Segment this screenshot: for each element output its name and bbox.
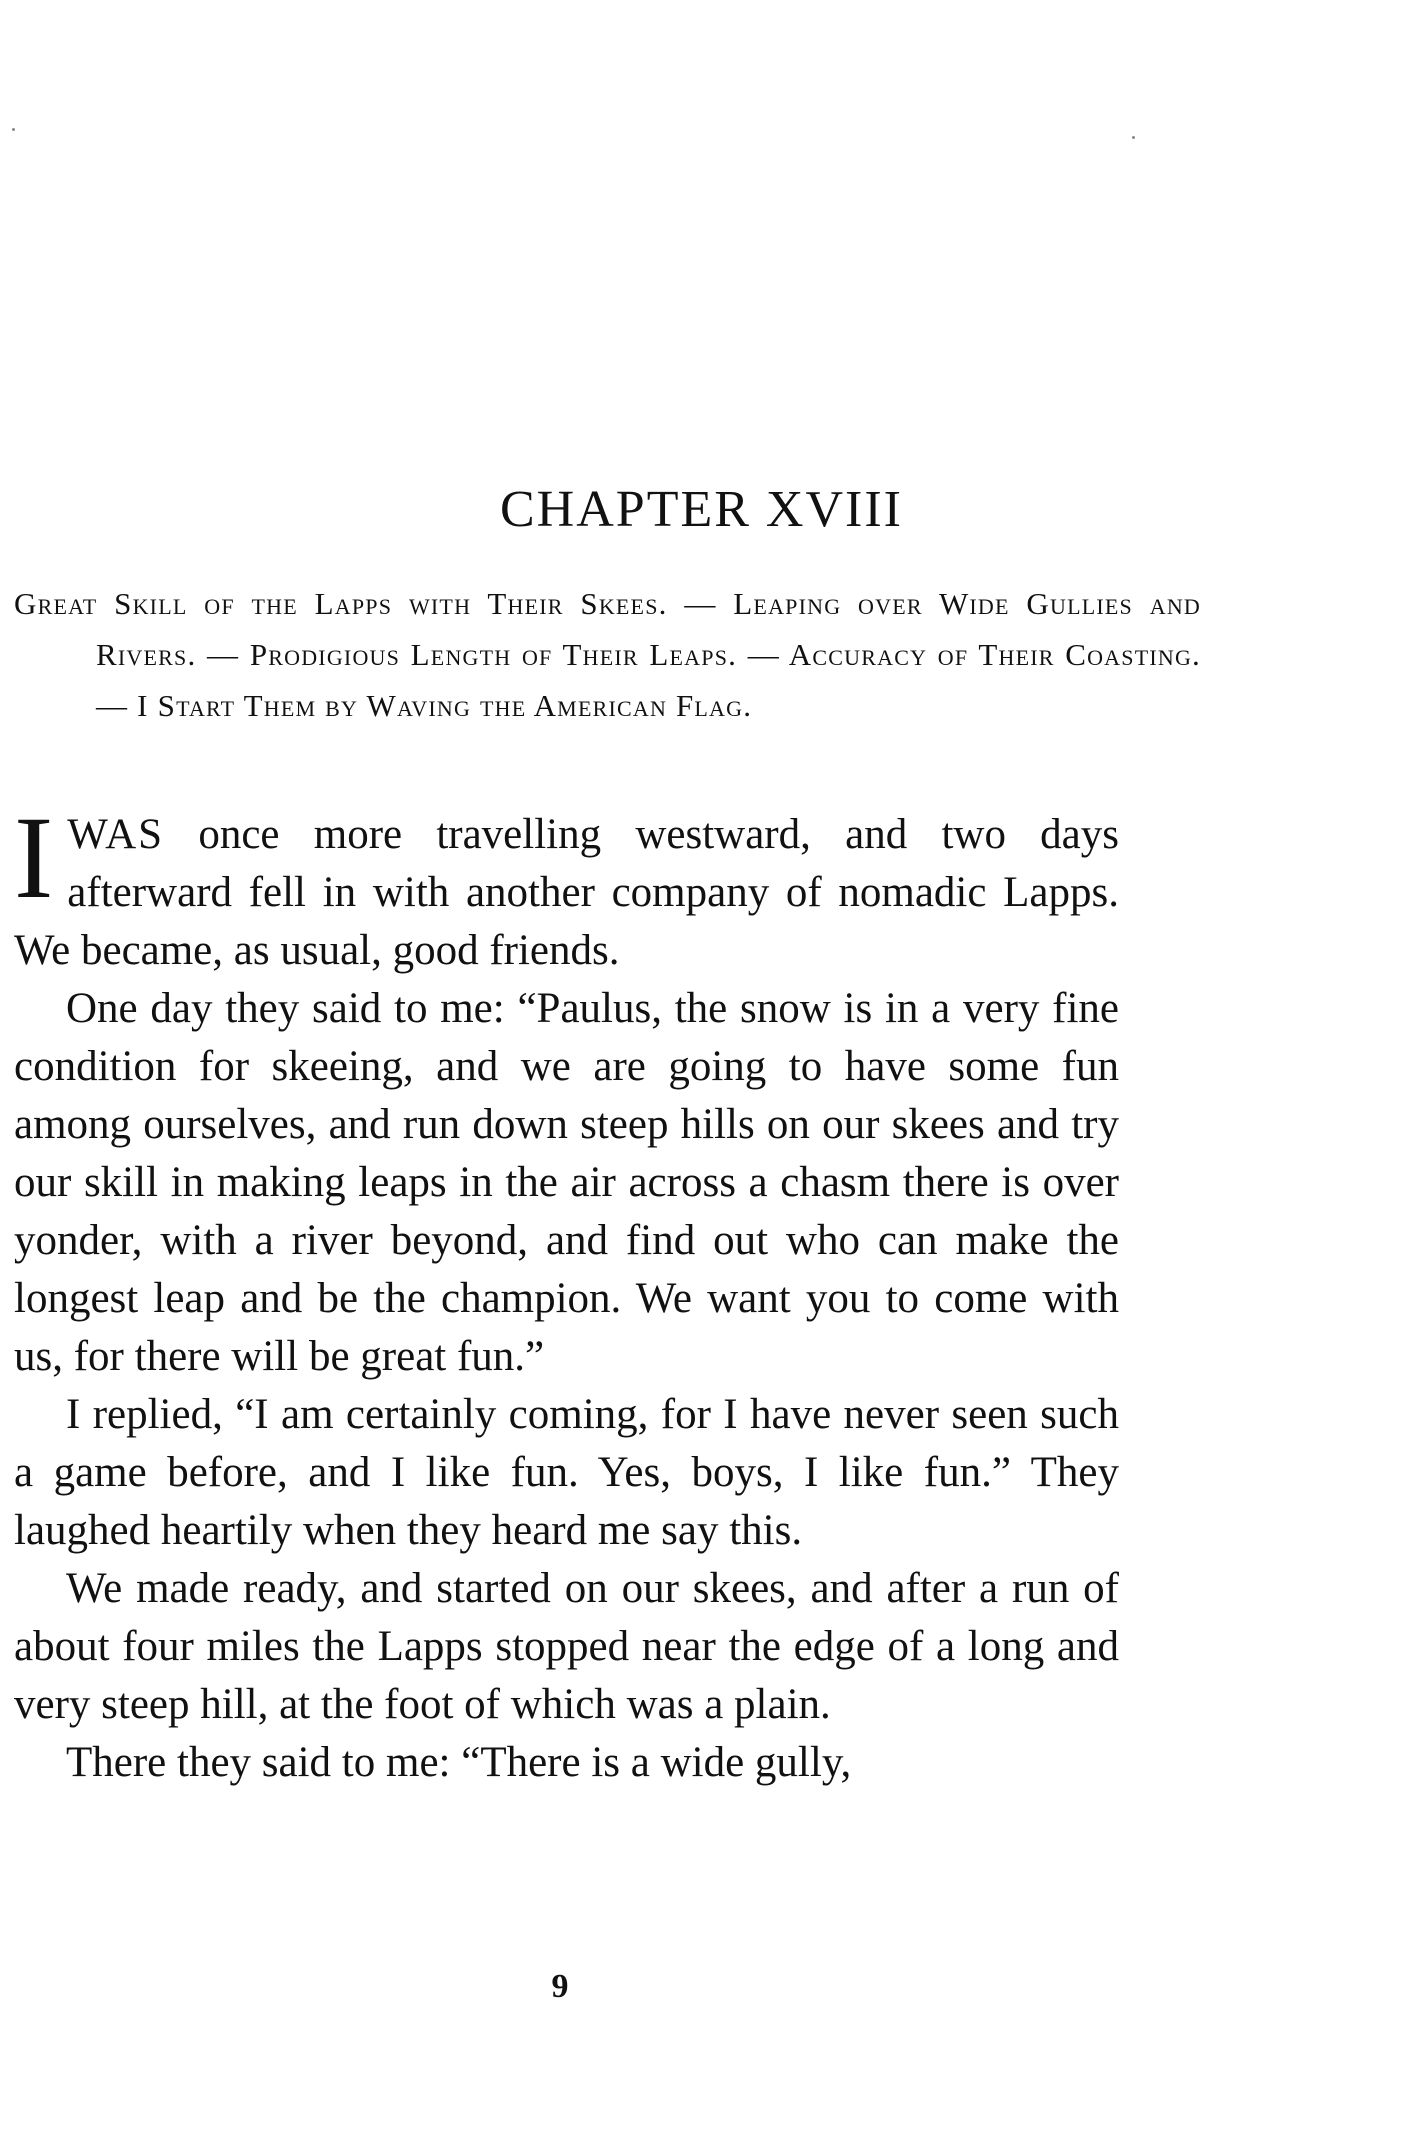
paragraph-3: I replied, “I am certainly coming, for I have never seen such a game before, and I like fun. Yes, boys, I like fun.” They laughed heartily when they heard me say this. <box>14 1391 1119 1554</box>
drop-cap: I <box>14 792 54 923</box>
paragraph-1-text: once more travelling westward, and two days afterward fell in with another company of nomadic Lapps. We became, as usual, good friends. <box>14 811 1119 974</box>
opening-word: WAS <box>67 811 165 858</box>
page-number: 9 <box>551 1968 569 2005</box>
chapter-title: CHAPTER XVIII <box>500 481 903 538</box>
paragraph-2: One day they said to me: “Paulus, the snow is in a very fine condition for skeeing, and we are going to have some fun among ourselves, and run down steep hills on our skees and try our skill in making leaps in the air across a chasm there is over yonder, with a river beyond, and find out who can make the longest leap and be the champion. We want you to come with us, for there will be great fun.” <box>14 985 1119 1380</box>
paragraph-5: There they said to me: “There is a wide gully, <box>66 1739 852 1786</box>
chapter-summary: Great Skill of the Lapps with Their Skees. — Leaping over Wide Gullies and Rivers. — Prodigious Length of Their Leaps. — Accuracy of Their Coasting. — I Start Them by Waving the American Flag. <box>14 586 1201 723</box>
scan-speck <box>1132 136 1135 139</box>
paragraph-4: We made ready, and started on our skees, and after a run of about four miles the Lapps stopped near the edge of a long and very steep hill, at the foot of which was a plain. <box>14 1565 1119 1728</box>
chapter-body <box>14 792 1119 1792</box>
scan-speck <box>12 128 15 131</box>
paragraph-1 <box>14 792 1119 980</box>
